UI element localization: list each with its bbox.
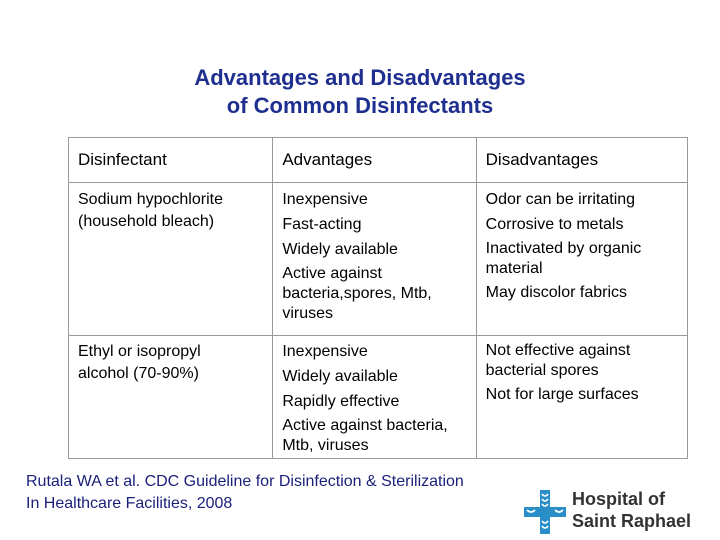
disadvantages-cell — [476, 183, 687, 336]
cell-line: Inexpensive — [282, 191, 368, 208]
citation-line-1: Rutala WA et al. CDC Guideline for Disinfection & Sterilization — [26, 473, 464, 490]
table-row — [69, 183, 688, 336]
cell-line: Inactivated by organic material — [485, 240, 642, 277]
disinfectant-cell — [69, 183, 273, 336]
cell-line: Odor can be irritating — [485, 191, 636, 208]
advantages-cell — [273, 183, 476, 336]
disinfectant-cell — [69, 336, 273, 459]
header-disadvantages: Disadvantages — [476, 138, 687, 183]
logo-line-2: Saint Raphael — [572, 511, 692, 531]
cell-line: Widely available — [282, 241, 398, 258]
cell-line: Fast-acting — [282, 216, 362, 233]
slide-title — [0, 64, 720, 120]
advantages-cell — [273, 336, 476, 459]
disadvantages-cell — [476, 336, 687, 459]
cell-line: May discolor fabrics — [485, 284, 628, 301]
slide-title-line-2: of Common Disinfectants — [226, 93, 494, 118]
cross-logo-icon — [524, 490, 566, 534]
slide-title-line-1: Advantages and Disadvantages — [194, 65, 526, 90]
cell-line: Not for large surfaces — [485, 386, 639, 403]
cell-line: Not effective against bacterial spores — [485, 342, 631, 379]
table-row — [69, 336, 688, 459]
cell-line: Widely available — [282, 368, 398, 385]
logo-line-1: Hospital of — [572, 489, 665, 509]
cell-line: Corrosive to metals — [485, 216, 624, 233]
logo-text — [572, 488, 691, 532]
cell-line: Ethyl or isopropyl — [78, 343, 201, 360]
citation — [26, 471, 464, 515]
cell-line: Active against bacteria, Mtb, viruses — [282, 417, 448, 454]
citation-line-2: In Healthcare Facilities, 2008 — [26, 495, 233, 512]
hospital-logo — [524, 488, 714, 536]
header-disinfectant: Disinfectant — [69, 138, 273, 183]
table-header-row — [69, 138, 688, 183]
cell-line: Sodium hypochlorite — [78, 191, 223, 208]
disinfectants-table — [68, 137, 688, 459]
cell-line: (household bleach) — [78, 213, 215, 230]
cell-line: Rapidly effective — [282, 393, 400, 410]
cell-line: Inexpensive — [282, 343, 368, 360]
header-advantages: Advantages — [273, 138, 476, 183]
cell-line: alcohol (70-90%) — [78, 365, 199, 382]
cell-line: Active against bacteria,spores, Mtb, viruses — [282, 265, 432, 322]
